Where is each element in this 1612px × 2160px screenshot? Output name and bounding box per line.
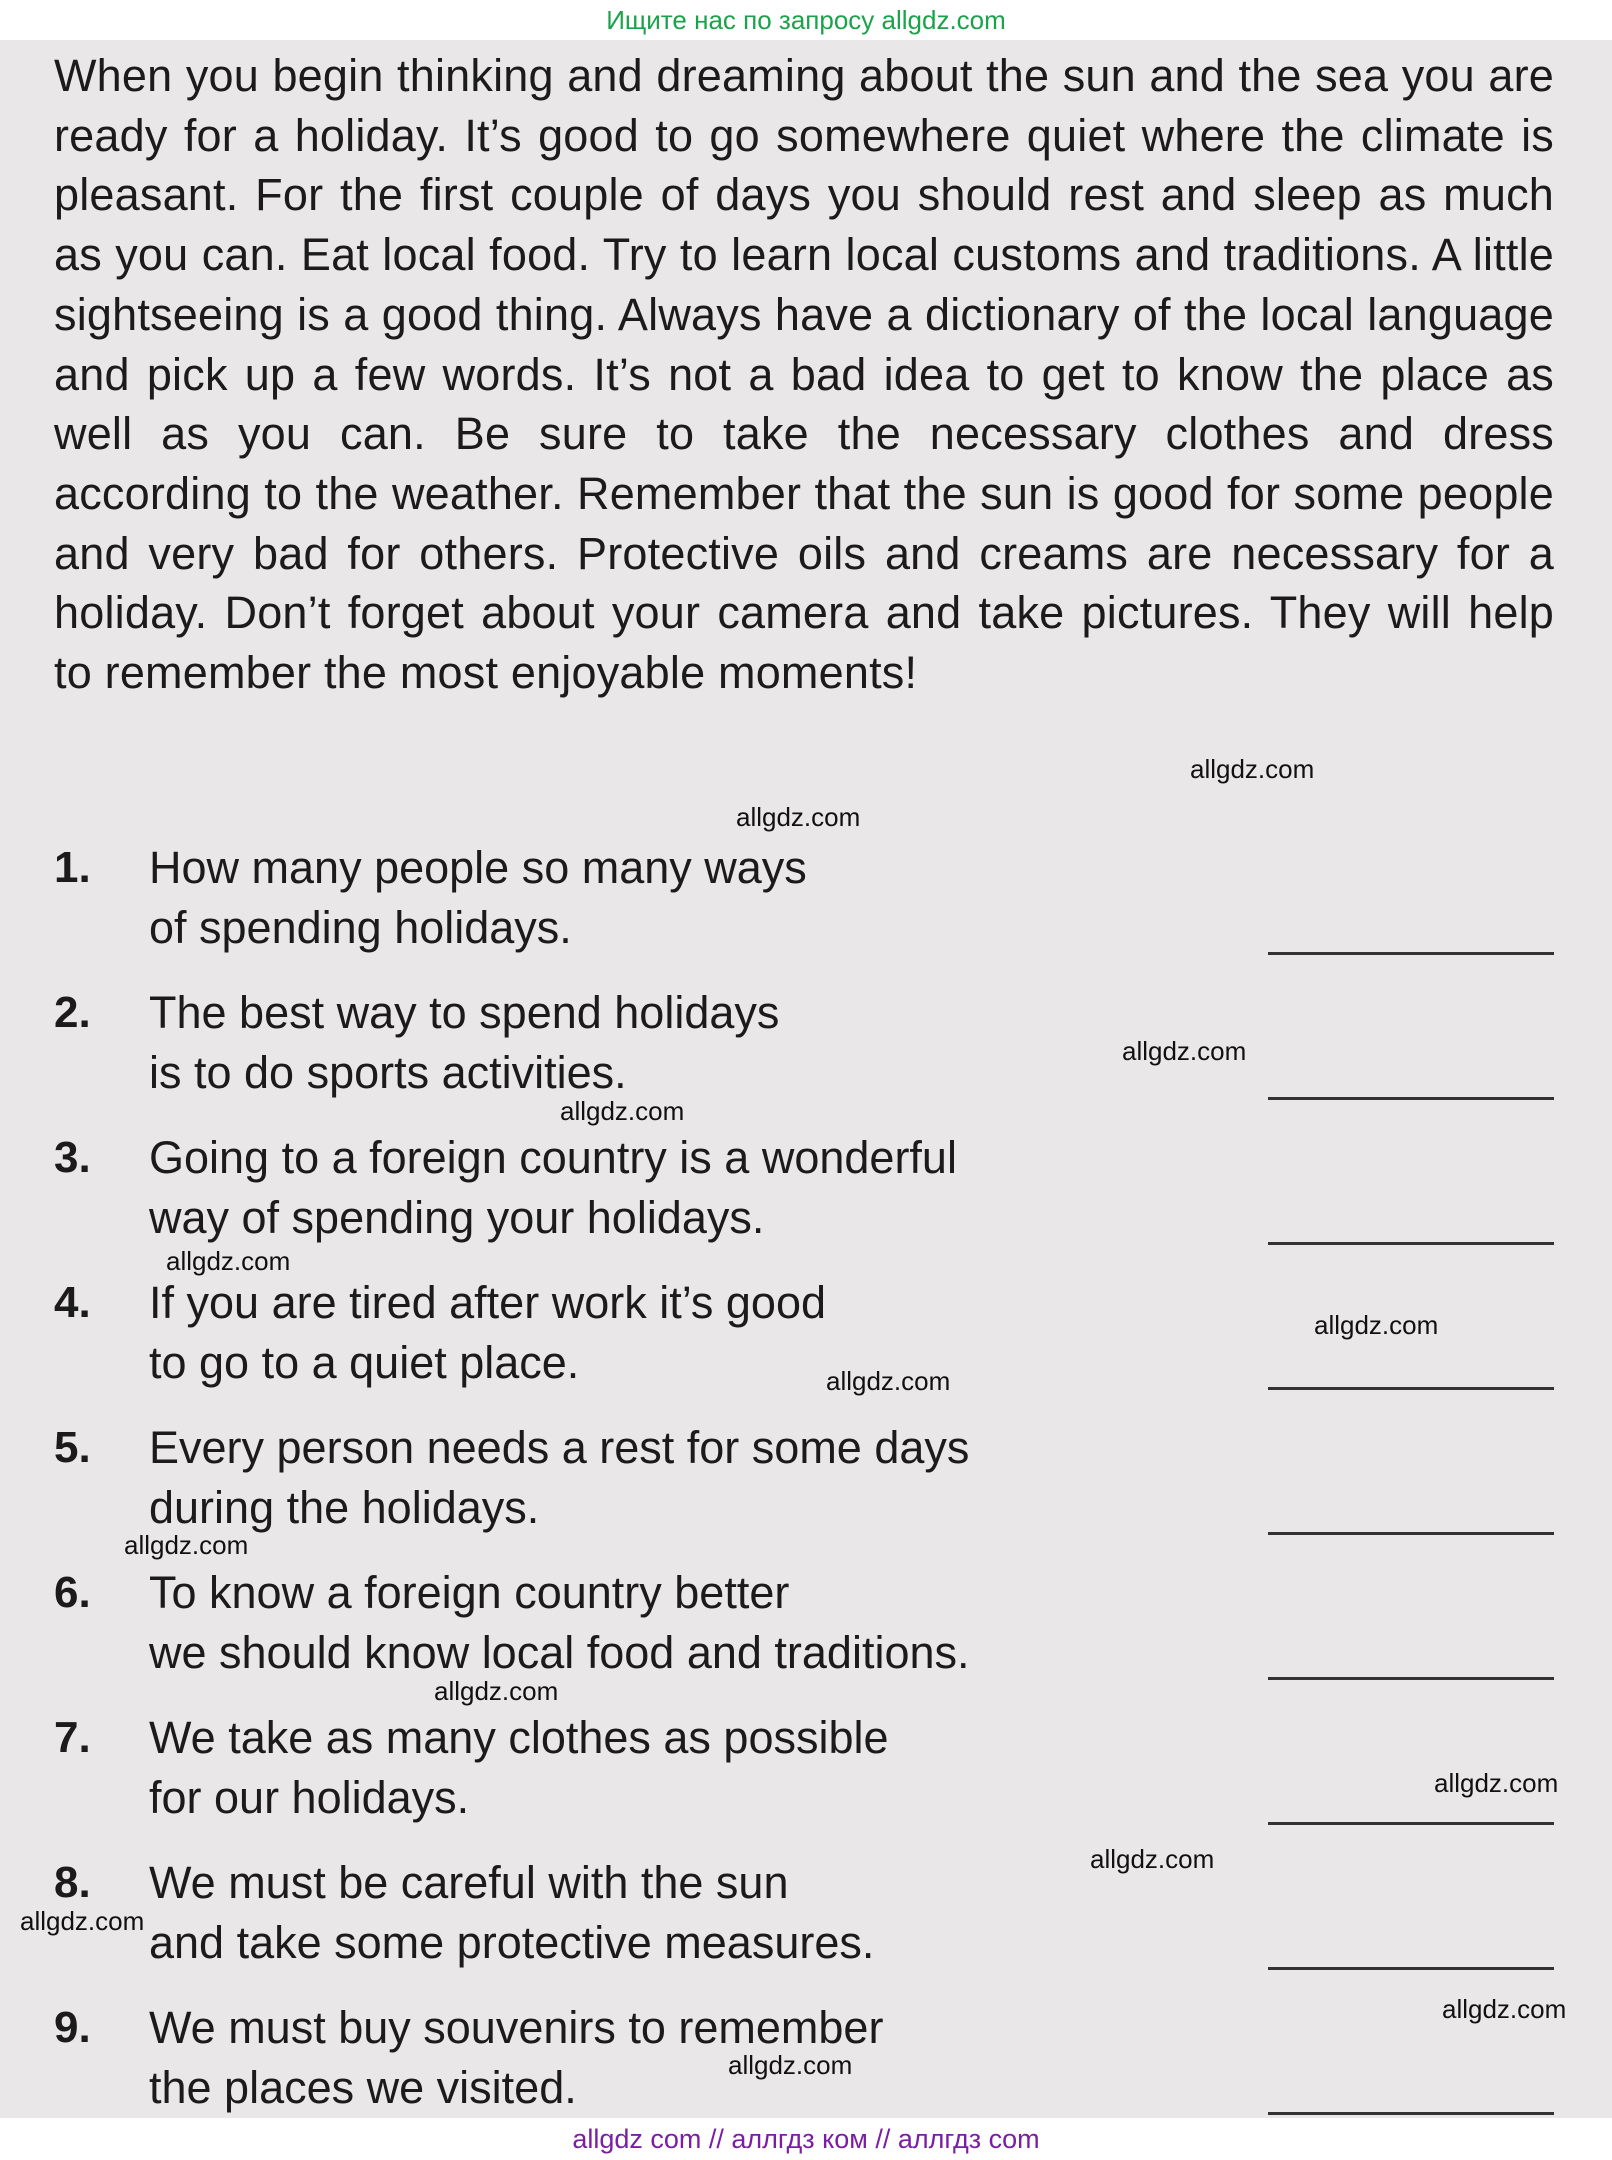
answer-line[interactable] (1268, 1677, 1554, 1680)
statement-number: 7. (54, 1713, 91, 1762)
statement-line: Every person needs a rest for some days (149, 1422, 970, 1473)
statement-text (149, 983, 1229, 1103)
answer-line[interactable] (1268, 1532, 1554, 1535)
statement-number: 4. (54, 1278, 91, 1327)
reading-passage: When you begin thinking and dreaming about the sun and the sea you are ready for a holiday. It’s good to go somewhere quiet where the climate is pleasant. For the first couple of days you should rest and sleep as much as you can. Eat local food. Try to learn local customs and traditions. A little sightseeing is a good thing. Always have a dictionary of the local language and pick up a few words. It’s not a bad idea to get to know the place as well as you can. Be sure to take the necessary clothes and dress according to the weather. Remember that the sun is good for some people and very bad for others. Protective oils and creams are necessary for a holiday. Don’t forget about your camera and take pictures. They will help to remember the most enjoyable moments! (54, 50, 1554, 699)
statement-number: 8. (54, 1858, 91, 1907)
watermark: allgdz.com (1090, 1844, 1215, 1874)
watermark: allgdz.com (1190, 754, 1315, 784)
statement-line: The best way to spend holidays (149, 987, 780, 1038)
statement-item (54, 1418, 1554, 1563)
statement-line: of spending holidays. (149, 902, 572, 953)
watermark: allgdz.com (1434, 1768, 1559, 1798)
statement-text (149, 1273, 1229, 1393)
watermark: allgdz.com (560, 1096, 685, 1126)
statement-line: We take as many clothes as possible (149, 1712, 889, 1763)
statement-line: the places we visited. (149, 2062, 577, 2113)
answer-line[interactable] (1268, 1822, 1554, 1825)
statement-text (149, 1853, 1229, 1973)
answer-line[interactable] (1268, 1967, 1554, 1970)
statement-item (54, 838, 1554, 983)
statement-item (54, 1853, 1554, 1998)
answer-line[interactable] (1268, 952, 1554, 955)
statement-line: to go to a quiet place. (149, 1337, 580, 1388)
watermark: allgdz.com (1442, 1994, 1567, 2024)
statement-item (54, 1563, 1554, 1708)
watermark: allgdz.com (728, 2050, 853, 2080)
watermark: allgdz.com (166, 1246, 291, 1276)
statement-line: for our holidays. (149, 1772, 470, 1823)
answer-line[interactable] (1268, 2112, 1554, 2115)
statement-number: 2. (54, 988, 91, 1037)
statement-number: 9. (54, 2003, 91, 2052)
watermark: allgdz.com (434, 1676, 559, 1706)
statement-line: is to do sports activities. (149, 1047, 627, 1098)
statement-text (149, 1418, 1229, 1538)
statement-text (149, 1563, 1229, 1683)
statement-line: We must buy souvenirs to remember (149, 2002, 884, 2053)
answer-line[interactable] (1268, 1097, 1554, 1100)
watermark: allgdz.com (826, 1366, 951, 1396)
statement-text (149, 1998, 1229, 2118)
statement-line: We must be careful with the sun (149, 1857, 789, 1908)
statement-item (54, 983, 1554, 1128)
statement-text (149, 1708, 1229, 1828)
statement-line: way of spending your holidays. (149, 1192, 765, 1243)
statement-number: 3. (54, 1133, 91, 1182)
statement-item (54, 1708, 1554, 1853)
statements-list (54, 838, 1554, 2143)
top-banner[interactable]: Ищите нас по запросу allgdz.com (0, 0, 1612, 40)
watermark: allgdz.com (1314, 1310, 1439, 1340)
statement-line: Going to a foreign country is a wonderful (149, 1132, 957, 1183)
statement-number: 1. (54, 843, 91, 892)
answer-line[interactable] (1268, 1387, 1554, 1390)
watermark: allgdz.com (124, 1530, 249, 1560)
statement-text (149, 838, 1229, 958)
statement-line: and take some protective measures. (149, 1917, 875, 1968)
answer-line[interactable] (1268, 1242, 1554, 1245)
statement-number: 6. (54, 1568, 91, 1617)
statement-line: How many people so many ways (149, 842, 807, 893)
watermark: allgdz.com (1122, 1036, 1247, 1066)
watermark: allgdz.com (20, 1906, 145, 1936)
statement-line: during the holidays. (149, 1482, 540, 1533)
statement-item (54, 1273, 1554, 1418)
statement-text (149, 1128, 1229, 1248)
watermark: allgdz.com (736, 802, 861, 832)
statement-number: 5. (54, 1423, 91, 1472)
statement-line: To know a foreign country better (149, 1567, 790, 1618)
bottom-banner[interactable]: allgdz com // аллгдз ком // аллгдз com (0, 2118, 1612, 2160)
statement-line: If you are tired after work it’s good (149, 1277, 826, 1328)
statement-line: we should know local food and traditions. (149, 1627, 970, 1678)
